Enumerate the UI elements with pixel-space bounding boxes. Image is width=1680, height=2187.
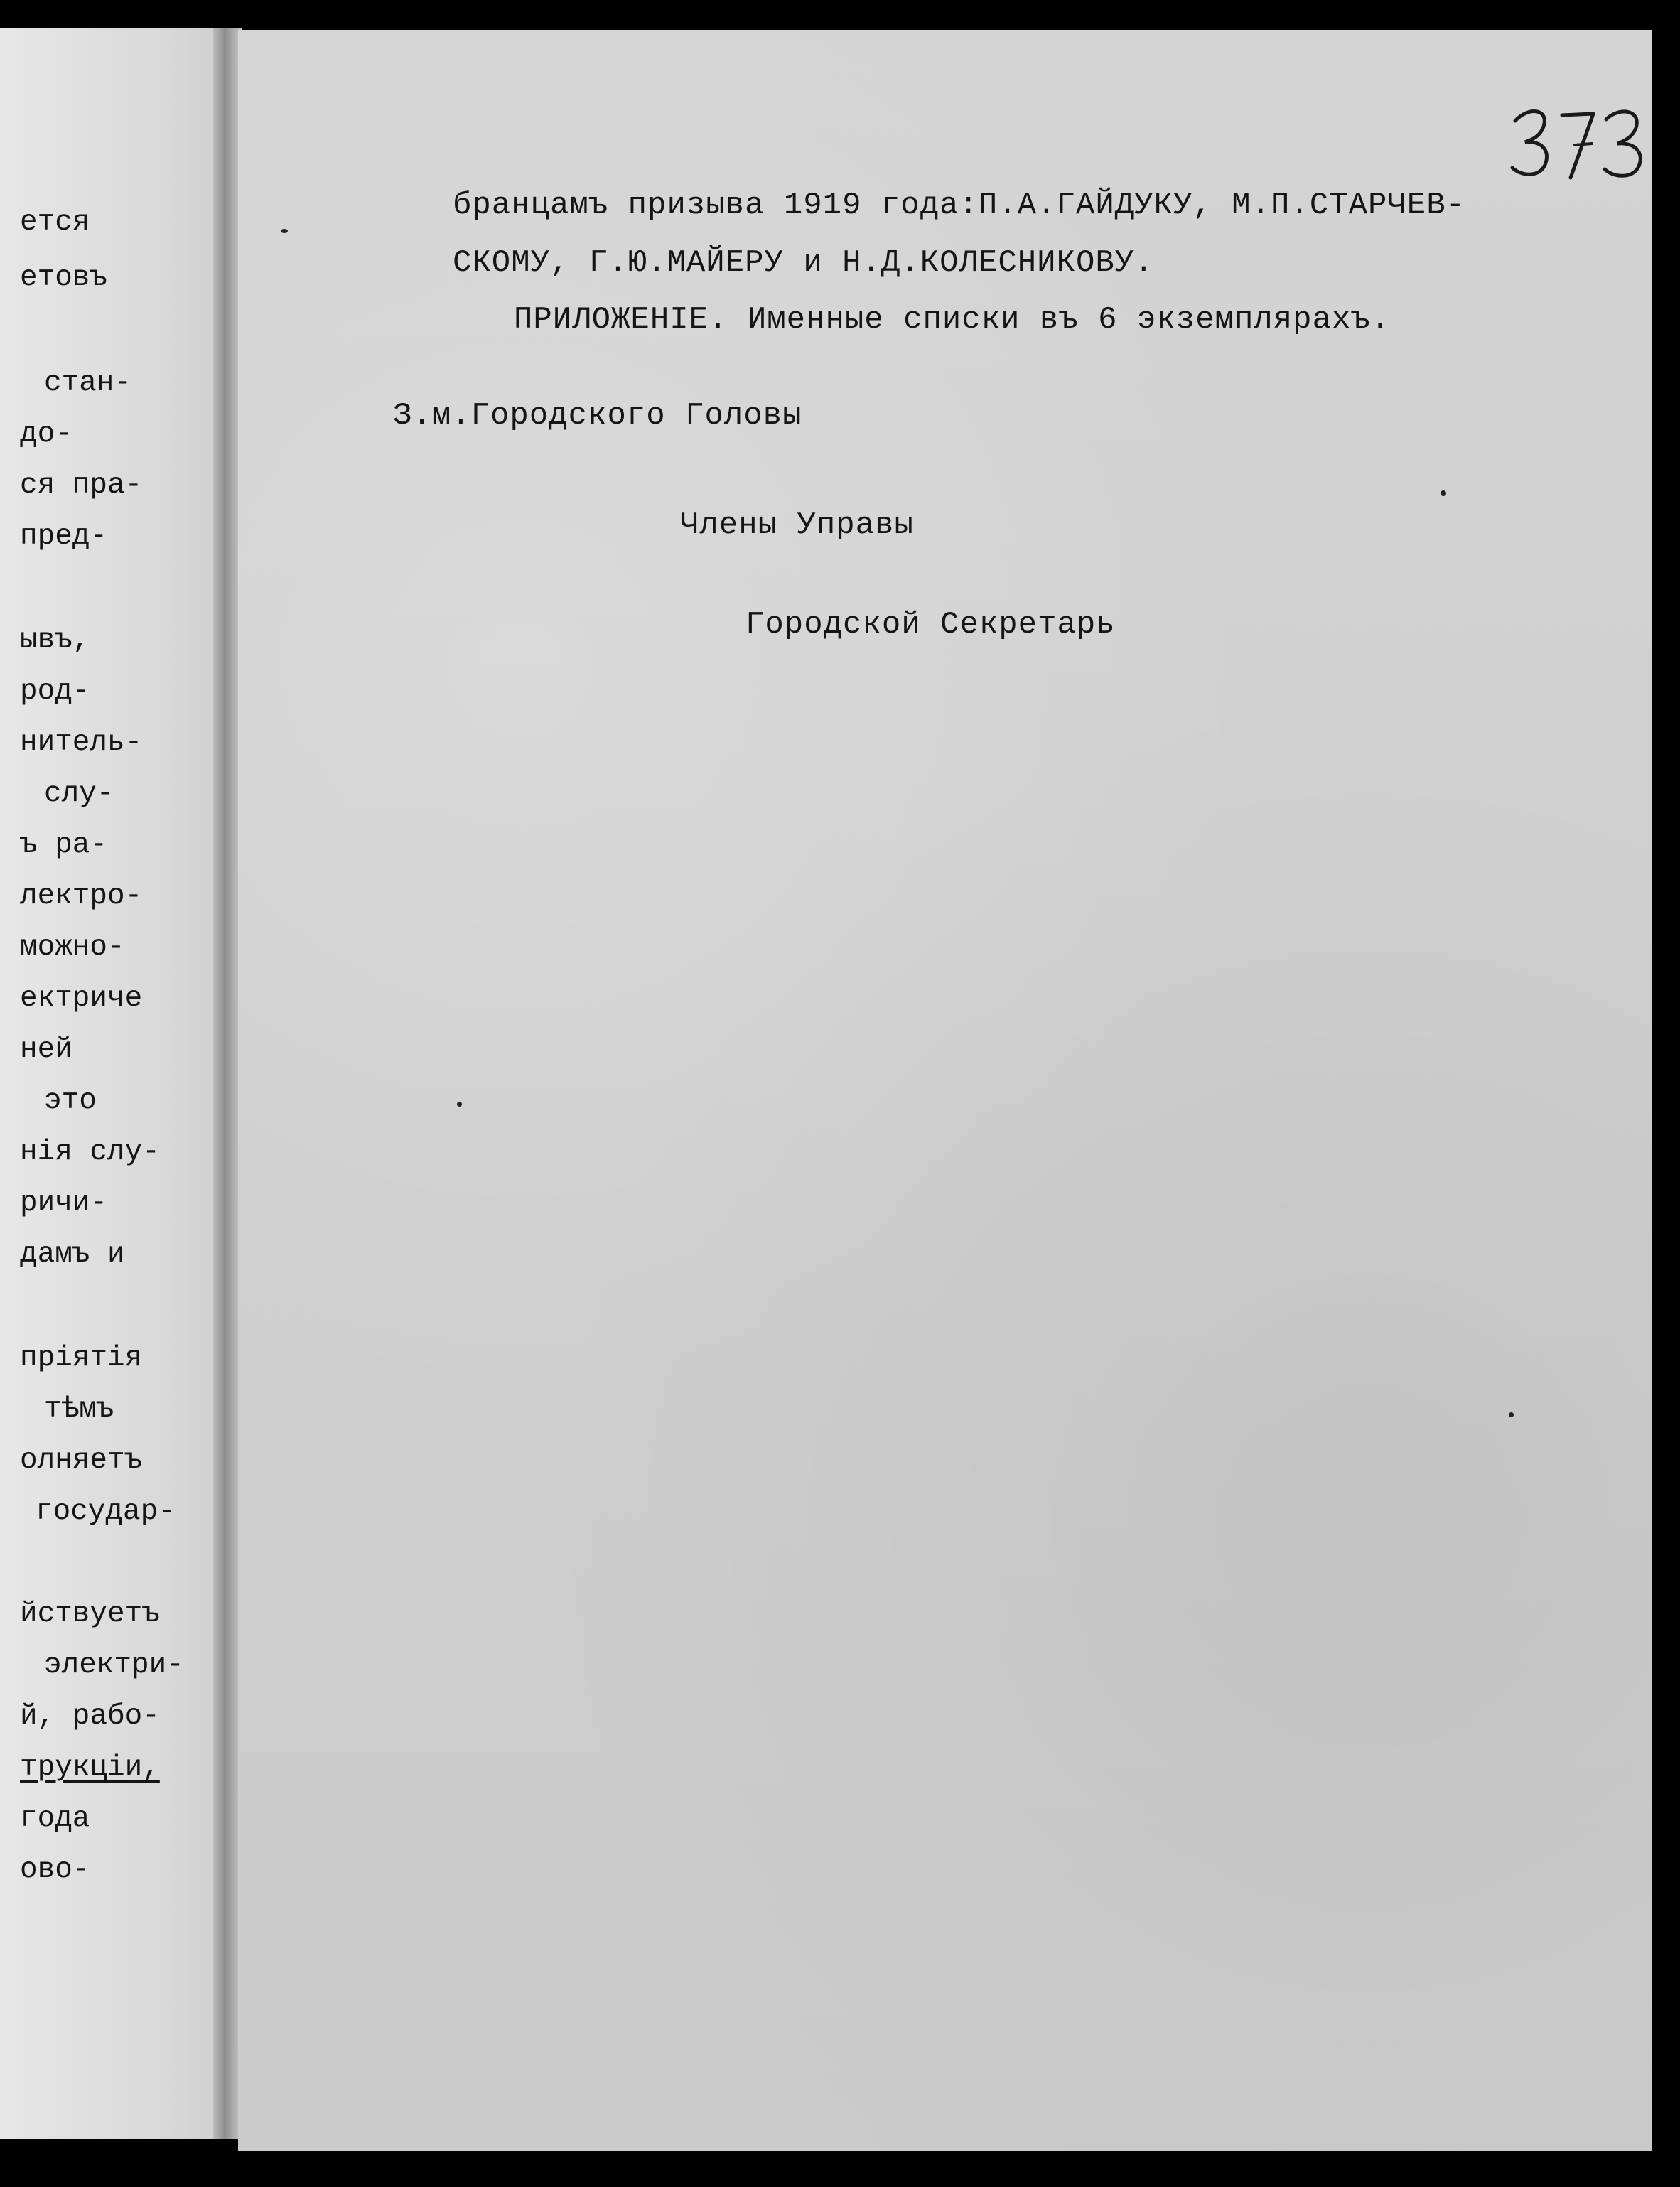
margin-fragment: пріятія — [20, 1342, 143, 1375]
margin-fragment: ется — [20, 206, 90, 239]
signature-acting-mayor: З.м.Городского Головы — [393, 398, 802, 434]
margin-fragment: до- — [20, 418, 72, 451]
margin-fragment: олняетъ — [20, 1444, 143, 1477]
paper-speck — [1441, 490, 1446, 496]
paper-speck — [281, 229, 288, 233]
margin-fragment: ывъ, — [20, 624, 90, 657]
margin-fragment: й, рабо- — [20, 1700, 160, 1733]
paper-speck — [1509, 1412, 1514, 1417]
signature-city-secretary: Городской Секретарь — [745, 607, 1116, 643]
body-text-line: СКОМУ, Г.Ю.МАЙЕРУ и Н.Д.КОЛЕСНИКОВУ. — [453, 245, 1154, 281]
margin-fragment: ричи- — [20, 1187, 108, 1220]
margin-fragment: лектро- — [20, 880, 143, 913]
margin-fragment: года — [20, 1802, 90, 1835]
margin-fragment: это — [44, 1085, 97, 1117]
margin-fragment: можно- — [20, 931, 125, 964]
margin-fragment: слу- — [44, 778, 114, 810]
margin-fragment: йствуетъ — [20, 1598, 160, 1630]
body-text-line: бранцамъ призыва 1919 года:П.А.ГАЙДУКУ, М.П.СТАРЧЕВ- — [453, 188, 1466, 223]
margin-fragment: ней — [20, 1033, 72, 1066]
margin-fragment: етовъ — [20, 262, 108, 294]
margin-fragment: ово- — [20, 1854, 90, 1886]
margin-fragment: нія слу- — [20, 1136, 160, 1168]
signature-board-members: Члены Управы — [680, 507, 914, 543]
handwritten-folio-number — [1507, 100, 1656, 185]
page-fold-shadow — [213, 28, 242, 2139]
margin-fragment: электри- — [44, 1649, 184, 1682]
margin-fragment: ся пра- — [20, 469, 143, 502]
paper-speck — [457, 1102, 462, 1107]
margin-fragment: ектриче — [20, 982, 143, 1015]
main-page — [238, 30, 1652, 2151]
margin-fragment: род- — [20, 675, 90, 708]
left-page-strip — [0, 28, 227, 2139]
margin-fragment: дамъ и — [20, 1238, 125, 1271]
margin-fragment: трукціи, — [20, 1751, 160, 1784]
margin-fragment: нитель- — [20, 726, 143, 759]
attachment-line: ПРИЛОЖЕНІЕ. Именные списки въ 6 экземплярахъ. — [514, 302, 1391, 338]
margin-fragment: ъ ра- — [20, 829, 108, 861]
margin-fragment: тѣмъ — [44, 1393, 114, 1426]
margin-fragment: пред- — [20, 520, 108, 553]
margin-fragment: государ- — [36, 1495, 176, 1528]
margin-fragment: стан- — [44, 367, 132, 399]
